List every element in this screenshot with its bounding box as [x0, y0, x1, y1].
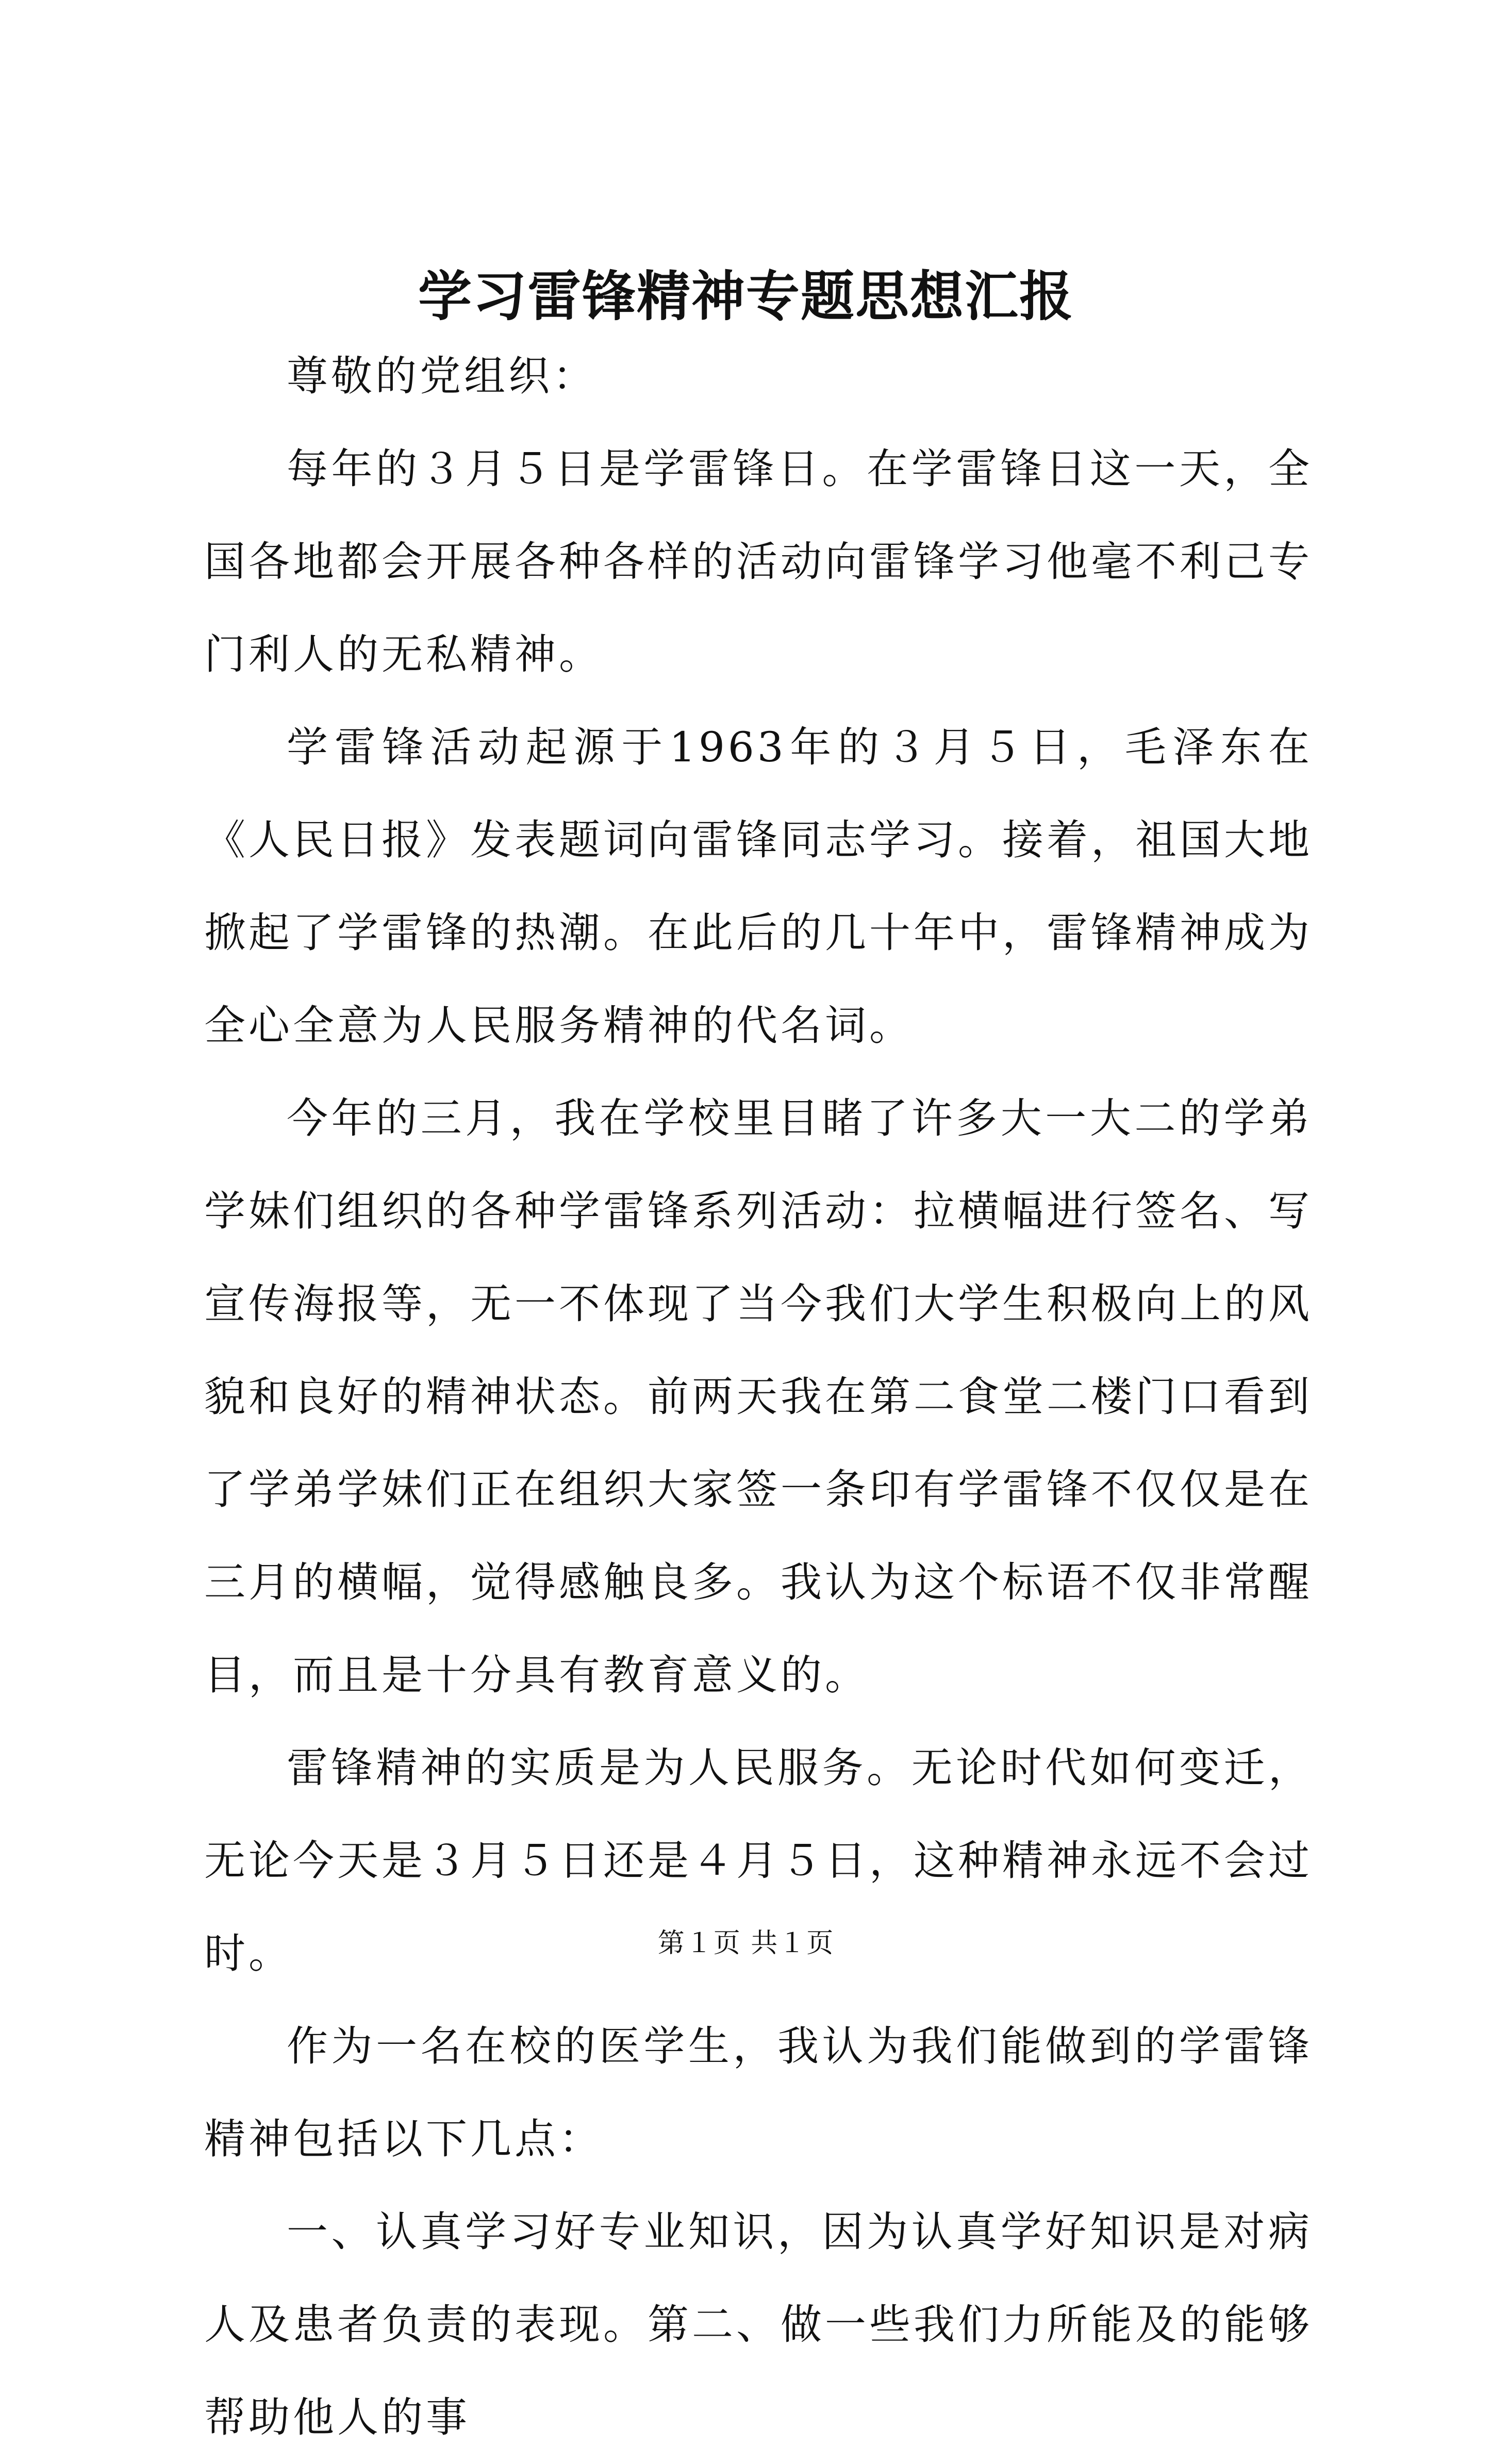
paragraph-3: 今年的三月，我在学校里目睹了许多大一大二的学弟学妹们组织的各种学雷锋系列活动：拉横幅进行签名、写宣传海报等，无一不体现了当今我们大学生积极向上的风貌和良好的精神状态。前两天我在第二食堂二楼门口看到了学弟学妹们正在组织大家签一条印有学雷锋不仅仅是在三月的横幅，觉得感触良多。我认为这个标语不仅非常醒目，而且是十分具有教育意义的。 — [204, 1094, 1313, 1699]
document-body — [204, 330, 1313, 2464]
paragraph-6: 一、认真学习好专业知识，因为认真学好知识是对病人及患者负责的表现。第二、做一些我们力所能及的能够帮助他人的事 — [204, 2208, 1313, 2441]
paragraph-5: 作为一名在校的医学生，我认为我们能做到的学雷锋精神包括以下几点： — [204, 2022, 1313, 2163]
salutation: 尊敬的党组织： — [287, 352, 597, 400]
paragraph-2: 学雷锋活动起源于1963年的３月５日，毛泽东在《人民日报》发表题词向雷锋同志学习。接着，祖国大地掀起了学雷锋的热潮。在此后的几十年中，雷锋精神成为全心全意为人民服务精神的代名词。 — [204, 723, 1313, 1050]
paragraph-1: 每年的３月５日是学雷锋日。在学雷锋日这一天，全国各地都会开展各种各样的活动向雷锋学习他毫不利己专门利人的无私精神。 — [204, 445, 1313, 678]
document-title: 学习雷锋精神专题思想汇报 — [418, 264, 1074, 328]
paragraph-4: 雷锋精神的实质是为人民服务。无论时代如何变迁，无论今天是３月５日还是４月５日，这种精神永远不会过时。 — [204, 1744, 1313, 1977]
page-footer: 第１页 共１页 — [657, 1928, 835, 1959]
